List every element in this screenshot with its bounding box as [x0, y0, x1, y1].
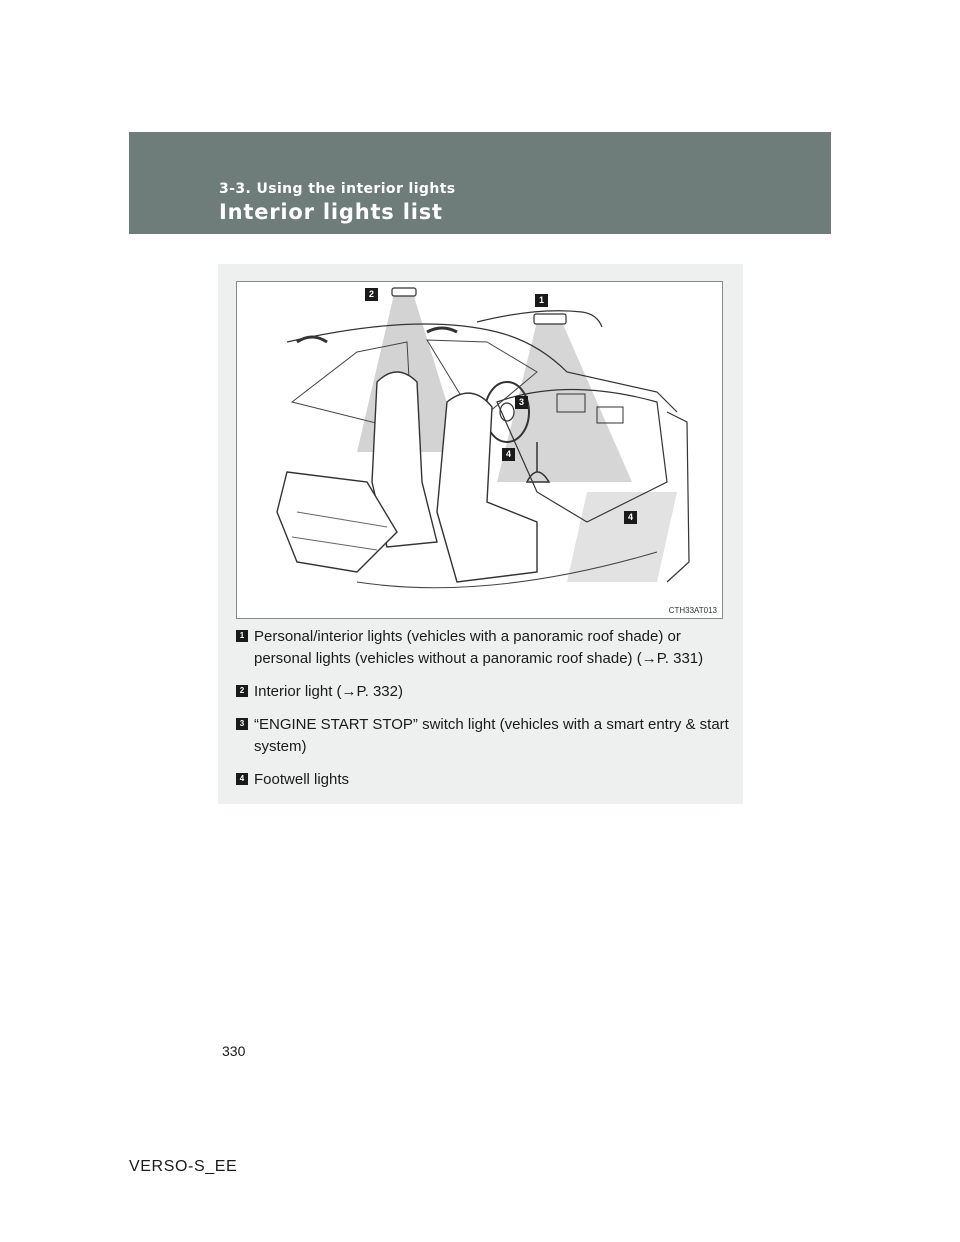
header-band — [129, 132, 831, 234]
legend-text: Footwell lights — [254, 771, 350, 788]
car-interior-drawing — [237, 282, 723, 619]
model-code: VERSO-S_EE — [129, 1158, 238, 1175]
legend-item — [236, 626, 731, 670]
page-number: 330 — [222, 1043, 246, 1059]
legend — [236, 626, 731, 802]
section-label: 3-3. Using the interior lights — [219, 181, 456, 197]
callout-4-front: 4 — [502, 448, 515, 461]
callout-1: 1 — [535, 294, 548, 307]
legend-item — [236, 714, 731, 758]
figure-code: CTH33AT013 — [668, 606, 717, 615]
legend-item — [236, 681, 731, 703]
content-box — [218, 264, 743, 804]
legend-text: Interior light (→P. 332) — [254, 683, 403, 700]
legend-text: Personal/interior lights (vehicles with a panoramic roof shade) or personal lights (vehicles without a panoramic roof shade) (→P. 331) — [254, 628, 704, 667]
callout-2: 2 — [365, 288, 378, 301]
legend-marker: 1 — [236, 630, 248, 642]
callout-4-rear: 4 — [624, 511, 637, 524]
legend-item — [236, 769, 731, 791]
callout-3: 3 — [515, 396, 528, 409]
legend-marker: 3 — [236, 718, 248, 730]
interior-lights-illustration — [236, 281, 723, 619]
legend-marker: 2 — [236, 685, 248, 697]
legend-marker: 4 — [236, 773, 248, 785]
footwell-light-beam — [567, 492, 677, 582]
page-title: Interior lights list — [219, 200, 443, 224]
legend-text: “ENGINE START STOP” switch light (vehicles with a smart entry & start system) — [254, 716, 729, 755]
